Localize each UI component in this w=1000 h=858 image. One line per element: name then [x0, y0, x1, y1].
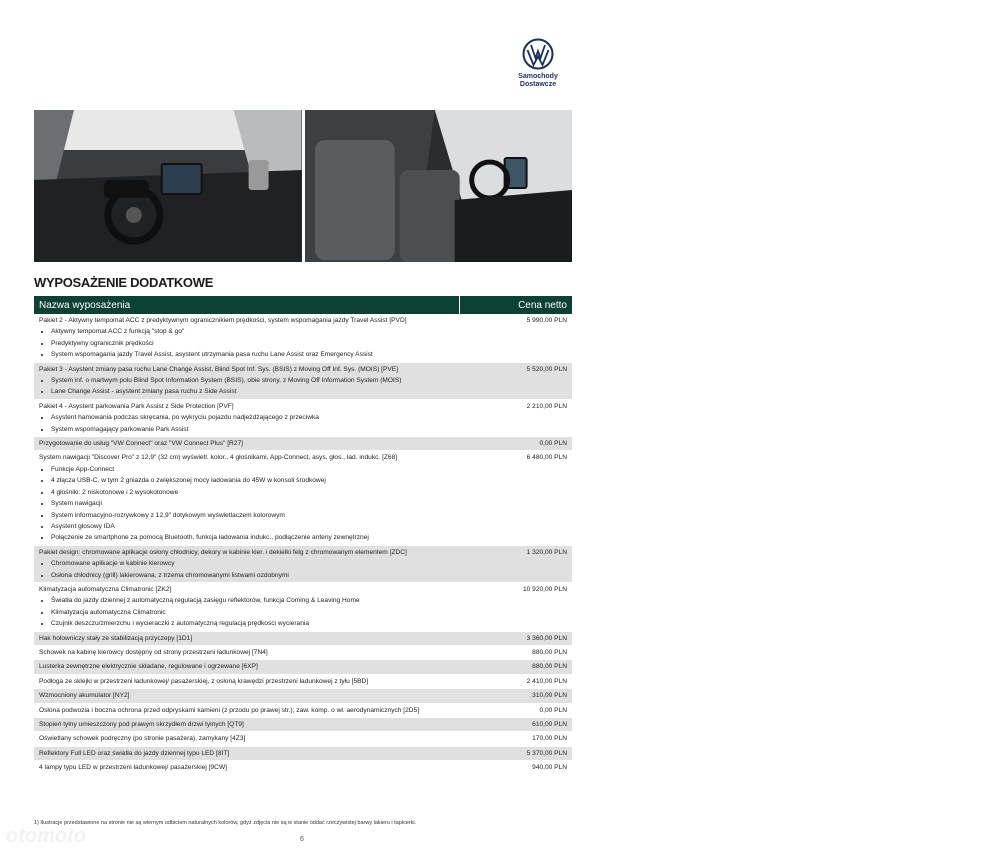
- table-row: [34, 545, 572, 582]
- feature-item: • Asystent głosowy IDA: [51, 521, 455, 532]
- price-cell: 880,00 PLN: [460, 660, 573, 674]
- brand-logo: [512, 38, 564, 89]
- feature-list: [39, 558, 455, 581]
- feature-item: • System nawigacji: [51, 498, 455, 509]
- table-row: [34, 674, 572, 688]
- equipment-name: Pakiet 3 - Asystent zmiany pasa ruchu Lane Change Assist, Blind Spot Inf. Sys. (BSIS) z Moving Off Inf. Sys. (MOIS) [PVE]: [39, 365, 399, 373]
- equipment-name: Hak holowniczy stały ze stabilizacją przyczepy [1D1]: [39, 634, 193, 642]
- equipment-table: [34, 296, 572, 776]
- feature-item: • 4 złącza USB-C, w tym 2 gniazda o zwiększonej mocy ładowania do 45W w konsoli środkowej: [51, 475, 455, 486]
- equipment-name: Osłona podwozia i boczna ochrona przed odpryskami kamieni (z przodu po prawej str.); zaw. komp. o wł. aerodynamicznych [2D5]: [39, 706, 420, 714]
- price-cell: 940,00 PLN: [460, 761, 573, 775]
- feature-item: • Funkcje App-Connect: [51, 464, 455, 475]
- feature-list: [39, 464, 455, 544]
- equipment-cell: [34, 703, 460, 717]
- feature-item: • System informacyjno-rozrywkowy z 12,9" dotykowym wyświetlaczem kolorowym: [51, 510, 455, 521]
- equipment-cell: [34, 451, 460, 545]
- equipment-name: Oświetlany schowek podręczny (po stronie pasażera), zamykany [4Z3]: [39, 735, 246, 743]
- price-cell: 880,00 PLN: [460, 645, 573, 659]
- equipment-cell: [34, 362, 460, 399]
- table-row: [34, 732, 572, 746]
- column-header-name: Nazwa wyposażenia: [34, 296, 460, 314]
- dashboard-photo: [34, 110, 302, 262]
- price-cell: 170,00 PLN: [460, 732, 573, 746]
- table-row: [34, 451, 572, 545]
- price-cell: 5 520,00 PLN: [460, 362, 573, 399]
- equipment-cell: [34, 761, 460, 775]
- feature-item: • Aktywny tempomat ACC z funkcją "stop & go": [51, 326, 455, 337]
- feature-item: • Połączenie ze smartphone za pomocą Bluetooth, funkcja ładowania indukc., podłączenie anteny zewnętrznej: [51, 532, 455, 543]
- price-cell: 0,00 PLN: [460, 437, 573, 451]
- feature-list: [39, 412, 455, 435]
- equipment-name: Lusterka zewnętrzne elektrycznie składane, regulowane i ogrzewane [6XP]: [39, 663, 258, 671]
- price-cell: 6 480,00 PLN: [460, 451, 573, 545]
- table-row: [34, 437, 572, 451]
- price-cell: 3 360,00 PLN: [460, 631, 573, 645]
- price-cell: 2 410,00 PLN: [460, 674, 573, 688]
- equipment-name: Przygotowanie do usług "VW Connect" oraz "VW Connect Plus" [R27]: [39, 440, 243, 448]
- equipment-cell: [34, 437, 460, 451]
- equipment-cell: [34, 399, 460, 436]
- equipment-cell: [34, 689, 460, 703]
- equipment-name: Pakiet 2 - Aktywny tempomat ACC z predyktywnym ogranicznikiem prędkości, system wspomagania jazdy Travel Assist [PVD]: [39, 317, 407, 324]
- vw-logo-icon: [522, 38, 554, 70]
- table-row: [34, 645, 572, 659]
- price-cell: 5 990,00 PLN: [460, 314, 573, 362]
- cabin-seats-photo: [305, 110, 573, 262]
- equipment-cell: [34, 746, 460, 760]
- equipment-name: Klimatyzacja automatyczna Climatronic [ZK2]: [39, 585, 172, 593]
- section-title: WYPOSAŻENIE DODATKOWE: [34, 275, 214, 290]
- feature-item: • Asystent hamowania podczas skręcania, po wykryciu pojazdu nadjeżdżającego z przeciwka: [51, 412, 455, 423]
- column-header-price: Cena netto: [460, 296, 573, 314]
- equipment-cell: [34, 545, 460, 582]
- feature-item: • Klimatyzacja automatyczna Climatronic: [51, 607, 455, 618]
- table-row: [34, 362, 572, 399]
- feature-item: • Chromowane aplikacje w kabinie kierowcy: [51, 558, 455, 569]
- equipment-name: Stopień tylny umieszczony pod prawym skrzydłem drzwi tylnych [QT9]: [39, 721, 244, 728]
- equipment-cell: [34, 314, 460, 362]
- price-cell: 310,00 PLN: [460, 689, 573, 703]
- equipment-name: Wzmocniony akumulator [NY2]: [39, 692, 130, 700]
- feature-item: • System wspomagania jazdy Travel Assist, asystent utrzymania pasa ruchu Lane Assist oraz Emergency Assist: [51, 349, 455, 360]
- equipment-cell: [34, 732, 460, 746]
- equipment-name: Pakiet 4 - Asystent parkowania Park Assist z Side Protection [PVF]: [39, 402, 234, 410]
- equipment-cell: [34, 645, 460, 659]
- table-row: [34, 689, 572, 703]
- equipment-name: Reflektory Full LED oraz światła do jazdy dziennej typu LED [8IT]: [39, 749, 230, 757]
- footnote: 1) Ilustracje przedstawione na stronie nie są wiernym odbiciem naturalnych kolorów, gdyż zdjęcia nie są w stanie oddać rzeczywistej barwy lakieru i tapicerki.: [34, 820, 417, 826]
- table-row: [34, 703, 572, 717]
- watermark: otomoto: [6, 825, 86, 847]
- price-cell: 10 920,00 PLN: [460, 582, 573, 631]
- price-cell: 0,00 PLN: [460, 703, 573, 717]
- feature-item: • Lane Change Assist - asystent zmiany pasa ruchu z Side Assist: [51, 386, 455, 397]
- feature-item: • Predyktywny ogranicznik prędkości: [51, 338, 455, 349]
- brand-text: Samochody Dostawcze: [518, 73, 558, 88]
- table-row: [34, 660, 572, 674]
- equipment-cell: [34, 674, 460, 688]
- page-number: 6: [300, 836, 304, 843]
- feature-item: • Światła do jazdy dziennej z automatyczną regulacją zasięgu reflektorów, funkcja Coming & Leaving Home: [51, 595, 455, 606]
- feature-list: [39, 375, 455, 398]
- interior-photos: [34, 110, 572, 262]
- price-cell: 2 210,00 PLN: [460, 399, 573, 436]
- table-row: [34, 399, 572, 436]
- feature-list: [39, 326, 455, 360]
- feature-item: • 4 głośniki: 2 niskotonowe i 2 wysokotonowe: [51, 487, 455, 498]
- equipment-cell: [34, 582, 460, 631]
- table-row: [34, 746, 572, 760]
- table-row: [34, 761, 572, 775]
- feature-item: • System inf. o martwym polu Blind Spot Information System (BSIS), obie strony, z Moving Off Information System (MOIS): [51, 375, 455, 386]
- price-cell: 5 370,00 PLN: [460, 746, 573, 760]
- feature-item: • Osłona chłodnicy (grill) lakierowana, z trzema chromowanymi listwami ozdobnymi: [51, 570, 455, 581]
- price-cell: 610,00 PLN: [460, 718, 573, 732]
- price-cell: 1 320,00 PLN: [460, 545, 573, 582]
- equipment-name: Schowek na kabinę kierowcy dostępny od strony przestrzeni ładunkowej [7N4]: [39, 648, 268, 656]
- table-row: [34, 582, 572, 631]
- feature-item: • System wspomagający parkowanie Park Assist: [51, 424, 455, 435]
- table-row: [34, 631, 572, 645]
- table-row: [34, 314, 572, 362]
- equipment-cell: [34, 631, 460, 645]
- feature-list: [39, 595, 455, 629]
- equipment-name: Pakiet design: chromowane aplikacje osłony chłodnicy, dekory w kabinie kier. i dekielki felg z chromowanym elementem [ZDC]: [39, 548, 407, 556]
- equipment-cell: [34, 718, 460, 732]
- equipment-name: Podłoga ze sklejki w przestrzeni ładunkowej/ pasażerskiej, z osłoną krawędzi przestrzeni ładunkowej z tyłu [5BD]: [39, 677, 369, 685]
- equipment-cell: [34, 660, 460, 674]
- feature-item: • Czujnik deszczu/zmierzchu i wycieraczki z automatyczną regulacją prędkości wycierania: [51, 618, 455, 629]
- equipment-name: 4 lampy typu LED w przestrzeni ładunkowej/ pasażerskiej [9CW]: [39, 764, 227, 772]
- equipment-name: System nawigacji "Discover Pro" z 12,9" (32 cm) wyświetl. kolor., 4 głośnikami, App-Connect, asys. głos., ład. indukc. [Z68]: [39, 454, 398, 462]
- table-row: [34, 718, 572, 732]
- table-header: [34, 296, 572, 314]
